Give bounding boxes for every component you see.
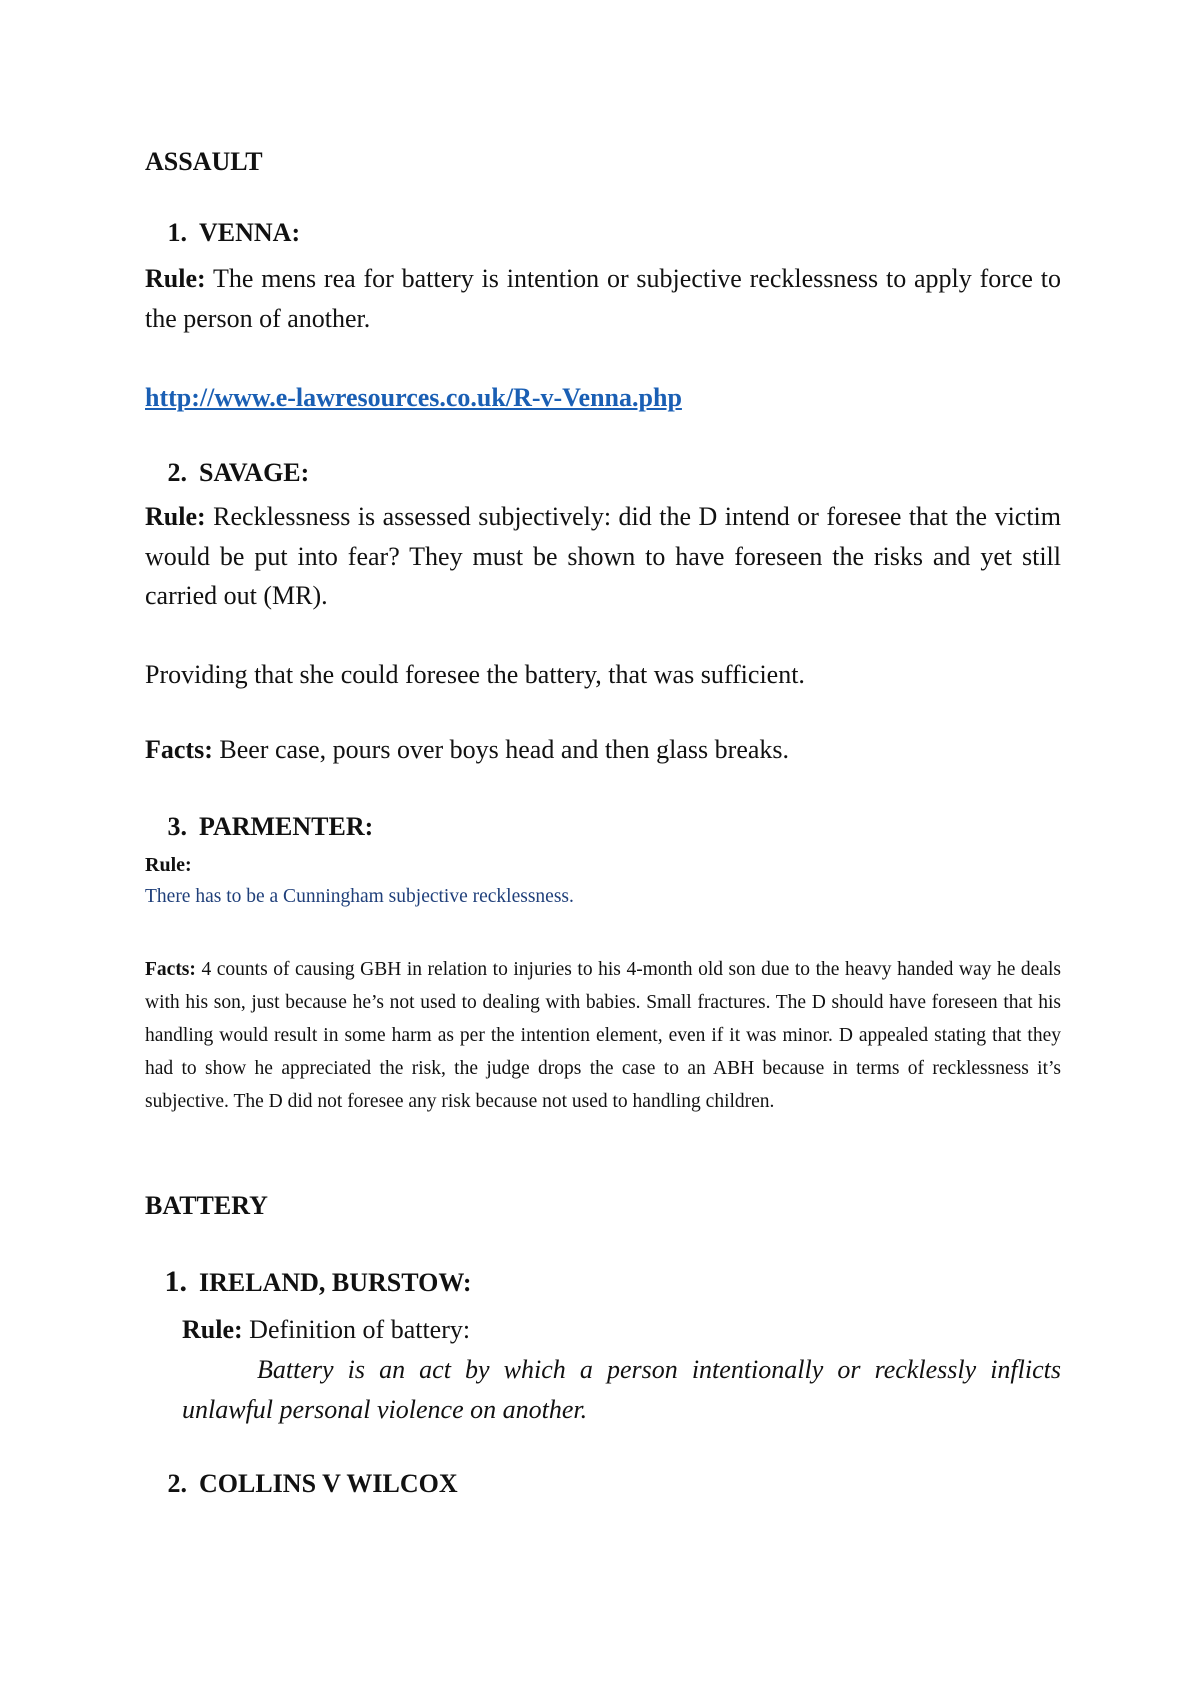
case-heading-venna — [145, 217, 1061, 249]
case-number: 3. — [167, 812, 187, 841]
rule-paragraph-ireland — [182, 1310, 1061, 1350]
rule-text: The mens rea for battery is intention or subjective recklessness to apply force to the person of another. — [145, 264, 1061, 333]
case-heading-parmenter — [145, 811, 1061, 843]
rule-label-parmenter: Rule: — [145, 854, 192, 876]
case-title: COLLINS V WILCOX — [199, 1469, 458, 1498]
facts-paragraph-parmenter — [145, 953, 1061, 1118]
facts-text: Beer case, pours over boys head and then glass breaks. — [212, 735, 790, 764]
rule-text-parmenter: There has to be a Cunningham subjective recklessness. — [145, 886, 574, 907]
rule-label: Rule: — [182, 1315, 243, 1344]
rule-text: Definition of battery: — [242, 1315, 471, 1344]
case-number: 2. — [167, 1469, 187, 1498]
battery-definition: Battery is an act by which a person intentionally or recklessly inflicts unlawful personal violence on another. — [182, 1355, 1061, 1424]
case-heading-ireland — [145, 1266, 1061, 1299]
case-title: PARMENTER: — [199, 812, 374, 841]
rule-paragraph-venna — [145, 259, 1061, 338]
case-title: VENNA: — [199, 218, 301, 247]
savage-note: Providing that she could foresee the battery, that was sufficient. — [145, 660, 805, 689]
facts-paragraph-savage — [145, 730, 1061, 770]
case-number: 1. — [164, 1265, 187, 1298]
facts-label: Facts: — [145, 959, 196, 980]
rule-label: Rule: — [145, 264, 206, 293]
case-heading-savage — [145, 457, 1061, 489]
facts-text: 4 counts of causing GBH in relation to injuries to his 4-month old son due to the heavy handed way he deals with his son, just because he’s not used to dealing with babies. Small fractures. The D should have foreseen that his handling would result in some harm as per the intention element, even if it was minor. D appealed stating that they had to show he appreciated the risk, the judge drops the case to an ABH because in terms of recklessness it’s subjective. The D did not foresee any risk because not used to handling children. — [145, 959, 1061, 1112]
case-title: IRELAND, BURSTOW: — [199, 1268, 472, 1297]
case-number: 2. — [167, 458, 187, 487]
case-heading-collins — [145, 1468, 1061, 1500]
case-number: 1. — [167, 218, 187, 247]
heading-assault: ASSAULT — [145, 147, 263, 176]
rule-paragraph-savage — [145, 497, 1061, 616]
venna-link[interactable]: http://www.e-lawresources.co.uk/R-v-Venna.php — [145, 383, 682, 412]
facts-label: Facts: — [145, 735, 213, 764]
rule-text: Recklessness is assessed subjectively: did the D intend or foresee that the victim would be put into fear? They must be shown to have foreseen the risks and yet still carried out (MR). — [145, 502, 1061, 610]
heading-battery: BATTERY — [145, 1191, 268, 1220]
case-title: SAVAGE: — [199, 458, 310, 487]
rule-label: Rule: — [145, 502, 206, 531]
